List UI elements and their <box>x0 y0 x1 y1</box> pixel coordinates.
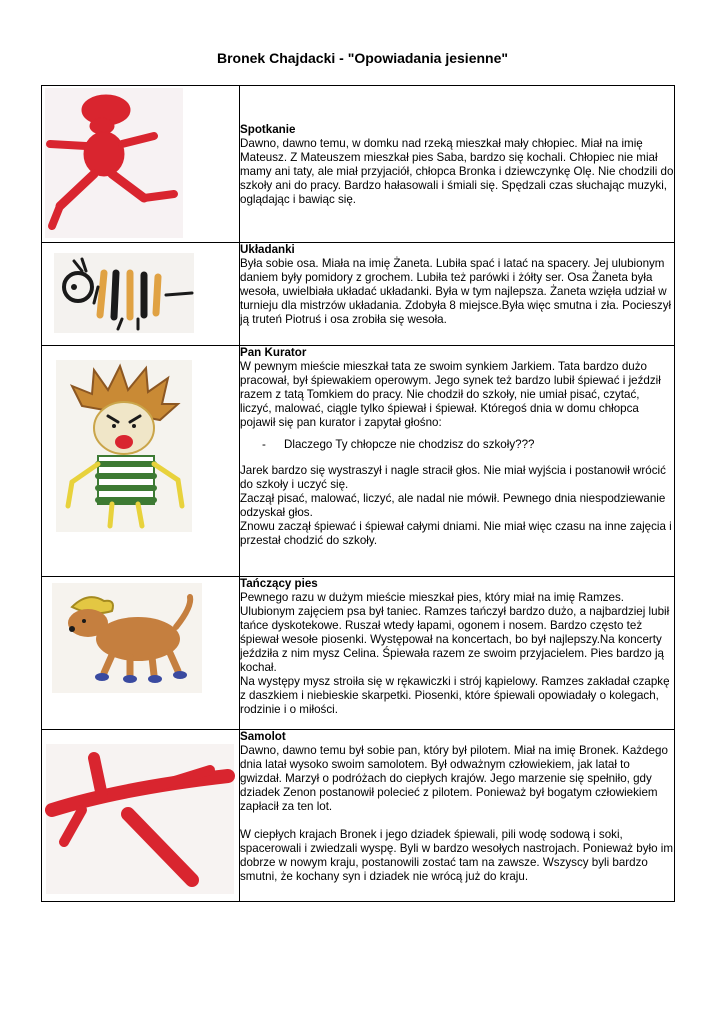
story-image-cell <box>42 346 240 577</box>
story-text-cell <box>240 86 675 243</box>
story-row <box>42 243 675 346</box>
story-row <box>42 577 675 730</box>
story-text-cell <box>240 730 675 902</box>
boy-drawing <box>42 346 239 575</box>
dash-marker: - <box>262 438 266 451</box>
story-title: Spotkanie <box>240 123 296 136</box>
story-paragraph: Była sobie osa. Miała na imię Żaneta. Lubiła spać i latać na spacery. Jej ulubionym daniem były pomidory z grochem. Lubiła też parówki i żółty ser. Osa Żaneta była wesoła, uwielbiała układać układanki. Była w tym najlepsza. Żaneta wzięła udział w turnieju dla mistrzów układania. Zdobyła 8 miejsce.Była więc smutna i zła. Pocieszył ją truteń Piotruś i osa zrobiła się wesoła. <box>240 257 672 326</box>
story-paragraph: Dawno, dawno temu był sobie pan, który był pilotem. Miał na imię Bronek. Każdego dnia latał wysoko swoim samolotem. Był odważnym człowiekiem, jak latał to gwizdał. Marzył o podróżach do ciepłych krajów. Jego marzenie się spełniło, gdy dziadek Zenon postanowił polecieć z pilotem. Ponieważ był bogatym człowiekiem zapłacił za ten lot. <box>240 744 668 813</box>
story-row <box>42 730 675 902</box>
story-paragraph: Jarek bardzo się wystraszył i nagle stracił głos. Nie miał wyjścia i postanowił wrócić do szkoły i uczyć się. <box>240 464 666 491</box>
story-image-cell <box>42 243 240 346</box>
story-paragraph: Zaczął pisać, malować, liczyć, ale nadal nie mówił. Pewnego dnia niespodziewanie odzyskał głos. <box>240 492 666 519</box>
story-paragraph: W ciepłych krajach Bronek i jego dziadek śpiewali, pili wodę sodową i soki, spacerowali i zwiedzali wyspę. Byli w bardzo wesołych nastrojach. Ponieważ było im dobrze w nowym kraju, postanowili zostać tam na zawsze. Wszyscy byli bardzo smutni, że kochany syn i dziadek nie wrócą już do kraju. <box>240 828 674 883</box>
story-text-cell <box>240 243 675 346</box>
story-title: Pan Kurator <box>240 346 307 359</box>
dialogue-line <box>240 438 674 452</box>
story-text-cell <box>240 346 675 577</box>
story-title: Samolot <box>240 730 286 743</box>
story-paragraph: Na występy mysz stroiła się w rękawiczki i strój kąpielowy. Ramzes zakładał czapkę z daszkiem i niebieskie skarpetki. Piosenki, które śpiewali opowiadały o kolegach, rodzinie i o miłości. <box>240 675 670 716</box>
story-title: Tańczący pies <box>240 577 318 590</box>
red-figure-drawing <box>42 86 239 241</box>
story-paragraph: Dawno, dawno temu, w domku nad rzeką mieszkał mały chłopiec. Miał na imię Mateusz. Z Mateuszem mieszkał pies Saba, bardzo się kochali. Chłopiec nie miał mamy ani taty, ale miał przyjaciół, chłopca Bronka i dziewczynkę Olę. Nie chodzili do szkoły ani do pracy. Bardzo hałasowali i śmiali się. Spędzali czas słuchając muzyki, oglądając i bawiąc się. <box>240 137 674 206</box>
dialogue-text: Dlaczego Ty chłopcze nie chodzisz do szkoły??? <box>284 438 535 451</box>
story-image-cell <box>42 730 240 902</box>
story-title: Układanki <box>240 243 295 256</box>
story-image-cell <box>42 86 240 243</box>
story-paragraph: Pewnego razu w dużym mieście mieszkał pies, który miał na imię Ramzes. Ulubionym zajęciem psa był taniec. Ramzes tańczył bardzo dużo, a najbardziej lubił tańce dyskotekowe. Ruszał wtedy łapami, ogonem i nosem. Bardzo często też śpiewał wesołe piosenki. Występował na koncertach, bo był najlepszy.Na koncerty jeździła z nim mysz Celina. Śpiewała razem ze swoim przyjacielem. Pies bardzo ją kochał. <box>240 591 670 674</box>
stories-table <box>41 85 675 902</box>
airplane-drawing <box>42 730 239 900</box>
story-image-cell <box>42 577 240 730</box>
dog-drawing <box>42 577 239 728</box>
wasp-drawing <box>42 243 239 344</box>
story-row <box>42 346 675 577</box>
story-text-cell <box>240 577 675 730</box>
page-title: Bronek Chajdacki - "Opowiadania jesienne" <box>216 50 509 66</box>
story-paragraph: W pewnym mieście mieszkał tata ze swoim synkiem Jarkiem. Tata bardzo dużo pracował, był śpiewakiem operowym. Jego synek też bardzo lubił śpiewać i jeździł razem z tatą Tomkiem do pracy. Nie chodził do szkoły, nie umiał pisać, czytać, liczyć, malować, ciągle tylko śpiewał i śpiewał. Któregoś dnia w domu chłopca pojawił się pan kurator i zapytał głośno: <box>240 360 661 429</box>
story-paragraph: Znowu zaczął śpiewać i śpiewał całymi dniami. Nie miał więc czasu na inne zajęcia i przestał chodzić do szkoły. <box>240 520 672 547</box>
story-row <box>42 86 675 243</box>
